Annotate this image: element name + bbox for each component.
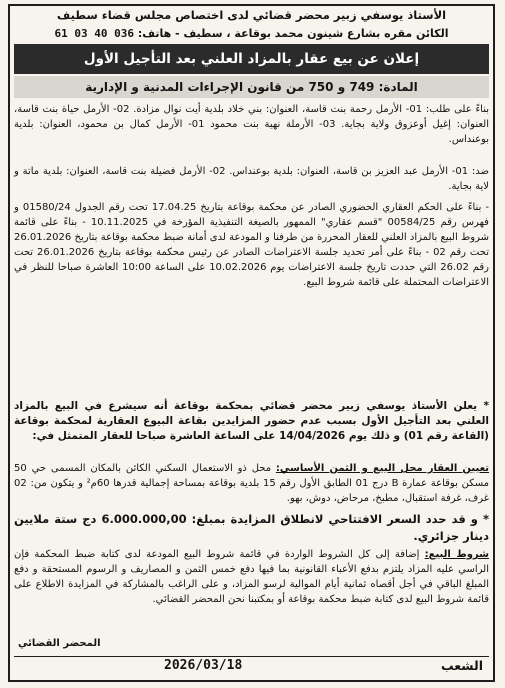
phone-number: 036 40 03 61 [54, 27, 134, 40]
sale-conditions [14, 547, 489, 640]
defendants-paragraph: ضد: 01- الأرمل عبد العزيز بن قاسة، العنوان: بلدية بوعنداس. 02- الأرمل فضيلة بنت قاسة، العنوان: بلدية ماتة و لاية بجاية. [14, 166, 489, 192]
bailiff-address [14, 26, 489, 41]
property-text: محل ذو الاستعمال السكني الكائن بالمكان المسمى حي 50 مسكن بوقاعة عمارة B درج 01 الطابق الأول رقم 15 بلدية بوقاعة بمساحة إجمالية قدرها 60م² و يتكون من: 02 غرف، غرفة استقبال، مطبخ، مرحاض، دوش، بهو. [14, 463, 489, 504]
legal-basis-paragraph: - بناءً على الحكم العقاري الحضوري الصادر عن محكمة بوقاعة بتاريخ 17.04.25 تحت رقم الجدول 01580/24 و فهرس رقم 00584/25 "قسم عقاري" الممهور بالصيغة التنفيذية المؤرخة في 10.11.2025 - بناءً على قائمة شروط البيع بالمزاد العلني للعقار المحررة من طرفنا و المودعة لدى أمانة ضبط محكمة بوقاعة بتاريخ 26.01.2026 تحت رقم 02 - بناءً على أمر تحديد جلسة الاعتراضات الصادر عن رئيس محكمة بوقاعة بتاريخ 26.01.2026 تحت رقم 26.02 التي حددت تاريخ جلسة الاعتراضات يوم 10.02.2026 على الساعة 10:00 العاشرة صباحا للنظر في الاعتراضات المحتملة على قائمة شروط البيع. [14, 202, 489, 288]
conditions-heading: شروط البيع: [424, 549, 489, 560]
notice-title: إعلان عن بيع عقار بالمزاد العلني بعد التأجيل الأول [14, 44, 489, 74]
publication-date: 2026/03/18 [164, 658, 243, 673]
property-description [14, 461, 489, 509]
auction-announcement: * يعلن الأستاذ يوسفي زبير محضر قضائي بمحكمة بوقاعة أنه سيشرع في البيع بالمزاد العلني بعد التأجيل الأول بسبب عدم حضور المزايدين بقاعة البيوع العقارية لمحكمة بوقاعة (القاعة رقم 01) و ذلك يوم 14/04/2026 على الساعة العاشرة صباحا للعقار المتمثل في: [14, 400, 489, 442]
opening-price: * و قد حدد السعر الافتتاحي لانطلاق المزايدة بمبلغ: 6.000.000,00 دج ستة ملايين دينار جزائري. [14, 512, 489, 543]
address-text: الكائن مقره بشارع شينون محمد بوقاعة ، سطيف - هاتف: [137, 27, 449, 40]
bailiff-name: الأستاذ يوسفي زبير محضر قضائي لدى اختصاص مجلس قضاء سطيف [56, 8, 447, 22]
property-heading: تعيين العقار محل البيع و الثمن الأساسي: [275, 463, 489, 474]
notice-subtitle: المادة: 749 و 750 من قانون الإجراءات المدنية و الإدارية [14, 76, 489, 98]
plaintiffs-paragraph: بناءً على طلب: 01- الأرمل رحمة بنت قاسة، العنوان: بني خلاد بلدية أيت نوال مزادة. 02- الأرمل حياة بنت قاسة، العنوان: إغيل أوعزوق ولاية بجاية. 03- الأرملة نهية بنت محمود 01- الأرمل كمال بن محمود، العنوان: بلدية بوعنداس. [14, 104, 490, 145]
newspaper-name: الشعب [441, 658, 483, 673]
legal-notice-frame [8, 4, 495, 682]
conditions-text: إضافة إلى كل الشروط الواردة في قائمة شروط البيع المودعة لدى كتابة ضبط المحكمة فإن الراسي عليه المزاد يلتزم بدفع الأعباء القانونية بما فيها دفع خمس الثمن و المصاريف و الرسوم المستحقة و دفع المبلغ الباقي في أجل أقصاه ثمانية أيام الموالية لرسو المزاد، و على الراغب بالمشاركة في المزايدة الاطلاع على قائمة شروط البيع لدى كتابة ضبط محكمة بوقاعة أو بمكتبنا نحن المحضر القضائي. [14, 549, 489, 605]
footer [14, 656, 489, 677]
signature: المحضر القضائي [18, 638, 101, 649]
